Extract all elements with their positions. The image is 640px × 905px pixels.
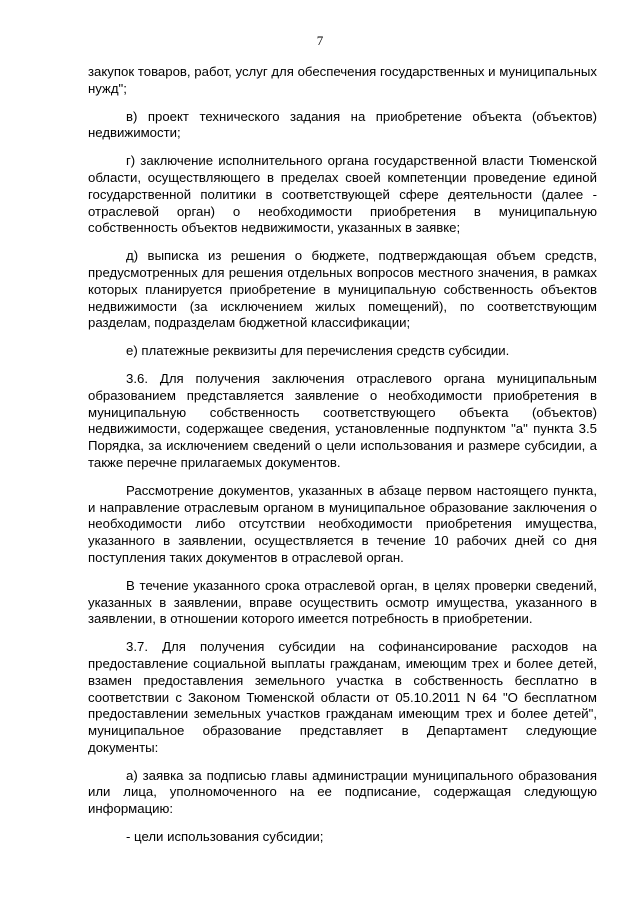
page-number: 7	[316, 33, 324, 48]
paragraph-inspection: В течение указанного срока отраслевой орган, в целях проверки сведений, указанных в заявлении, вправе осуществить осмотр имущества, указанного в заявлении, в отношении которого имеется потребность в приобретении.	[88, 577, 597, 627]
paragraph-item-a: а) заявка за подписью главы администрации муниципального образования или лица, уполномоченного на ее подписание, содержащая следующую информацию:	[88, 767, 597, 817]
paragraph-item-v: в) проект технического задания на приобретение объекта (объектов) недвижимости;	[88, 108, 597, 141]
paragraph-item-d: д) выписка из решения о бюджете, подтверждающая объем средств, предусмотренных для решения отдельных вопросов местного значения, в рамках которых планируется приобретение в муниципальную собственность объектов недвижимости (за исключением жилых помещений), по соответствующим разделам, подразделам бюджетной классификации;	[88, 248, 597, 331]
paragraph-list-item: - цели использования субсидии;	[126, 829, 324, 845]
paragraph-review: Рассмотрение документов, указанных в абзаце первом настоящего пункта, и направление отраслевым органом в муниципальное образование заключения о необходимости либо отсутствии необходимости приобретения имущества, указанного в заявлении, осуществляется в течение 10 рабочих дней со дня поступления таких документов в отраслевой орган.	[88, 482, 597, 565]
paragraph-item-g: г) заключение исполнительного органа государственной власти Тюменской области, осуществляющего в пределах своей компетенции проведение единой государственной политики в соответствующей сфере деятельности (далее - отраслевой орган) о необходимости приобретения в муниципальную собственность объектов недвижимости, указанных в заявке;	[88, 153, 597, 236]
paragraph-3-6: 3.6. Для получения заключения отраслевого органа муниципальным образованием представляется заявление о необходимости приобретения в муниципальную собственность соответствующего объекта (объектов) недвижимости, содержащее сведения, установленные подпунктом "а" пункта 3.5 Порядка, за исключением сведений о цели использования и размере субсидии, а также перечне прилагаемых документов.	[88, 370, 597, 470]
paragraph-item-e: е) платежные реквизиты для перечисления средств субсидии.	[126, 343, 510, 359]
document-body	[88, 64, 597, 857]
paragraph-3-7: 3.7. Для получения субсидии на софинансирование расходов на предоставление социальной выплаты гражданам, имеющим трех и более детей, взамен предоставления земельного участка в собственность бесплатно в соответствии с Законом Тюменской области от 05.10.2011 N 64 "О бесплатном предоставлении земельных участков гражданам имеющим трех и более детей", муниципальное образование представляет в Департамент следующие документы:	[88, 639, 597, 755]
paragraph-continuation: закупок товаров, работ, услуг для обеспечения государственных и муниципальных нужд";	[88, 64, 597, 96]
